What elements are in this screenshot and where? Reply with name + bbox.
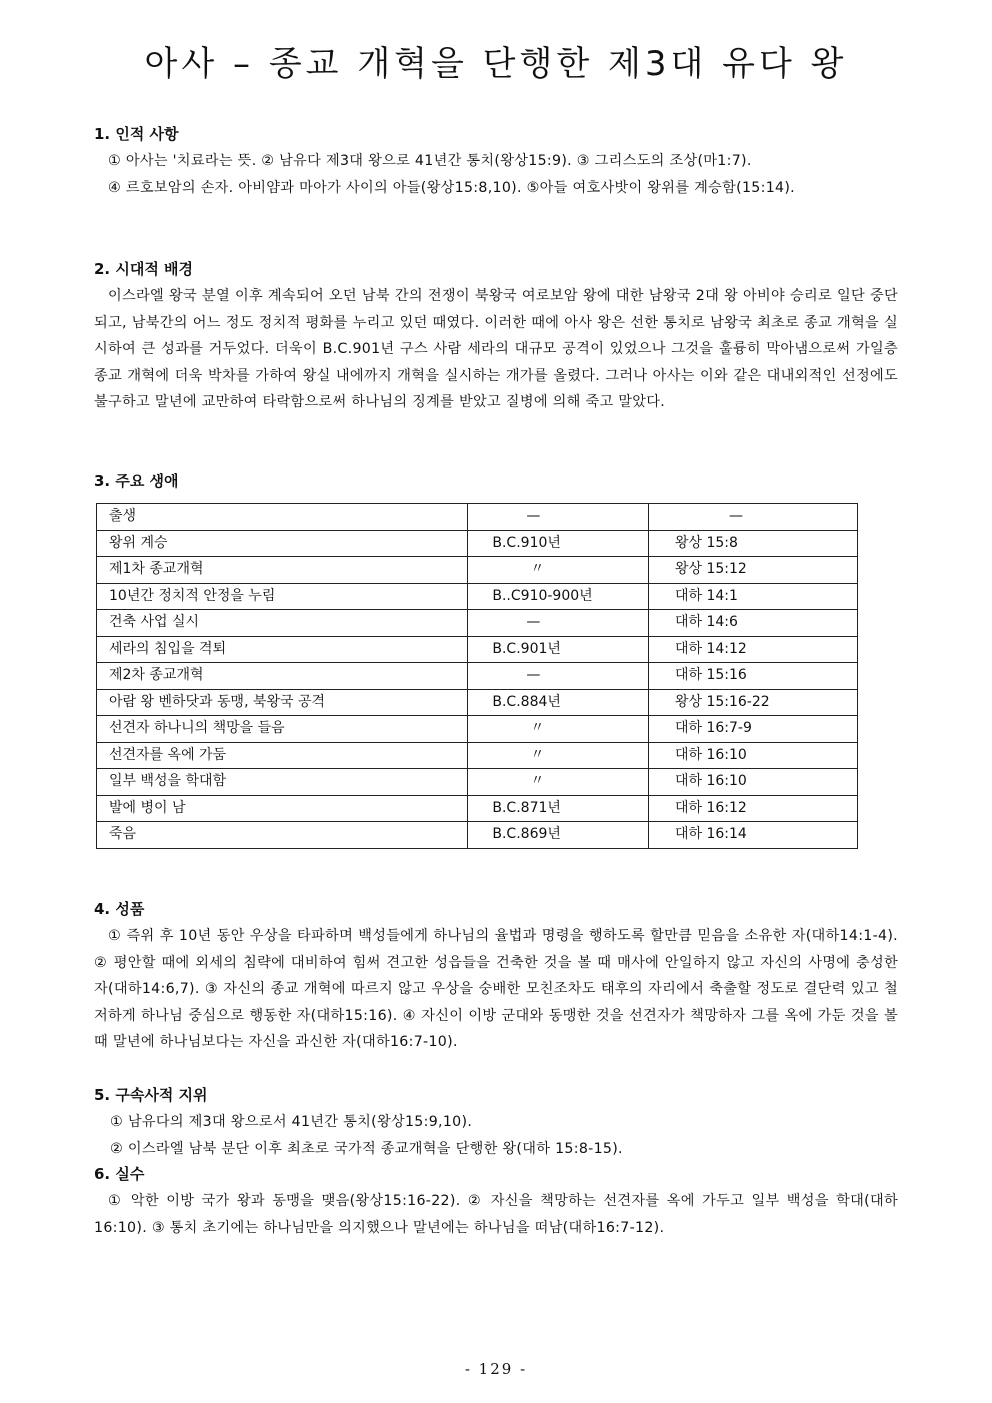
table-row: [97, 742, 858, 769]
date-cell: —: [468, 663, 649, 690]
date-cell: 〃: [468, 557, 649, 584]
reference-cell: 대하 14:1: [648, 583, 857, 610]
date-cell: —: [468, 504, 649, 531]
reference-cell: —: [648, 504, 857, 531]
date-cell: B.C.884년: [468, 689, 649, 716]
event-cell: 일부 백성을 학대함: [97, 769, 468, 796]
event-cell: 출생: [97, 504, 468, 531]
event-cell: 선견자를 옥에 가둠: [97, 742, 468, 769]
table-row: [97, 822, 858, 849]
table-row: [97, 663, 858, 690]
reference-cell: 대하 16:10: [648, 769, 857, 796]
event-cell: 세라의 침입을 격퇴: [97, 636, 468, 663]
date-cell: 〃: [468, 742, 649, 769]
table-row: [97, 504, 858, 531]
table-row: [97, 636, 858, 663]
section-historical-background: [94, 256, 898, 416]
reference-cell: 대하 15:16: [648, 663, 857, 690]
table-row: [97, 689, 858, 716]
date-cell: 〃: [468, 769, 649, 796]
section-redemptive-status: [94, 1082, 898, 1162]
event-cell: 아람 왕 벤하닷과 동맹, 북왕국 공격: [97, 689, 468, 716]
section-heading: 3. 주요 생애: [94, 472, 179, 490]
date-cell: 〃: [468, 716, 649, 743]
date-cell: B.C.901년: [468, 636, 649, 663]
paragraph: ④ 르호보암의 손자. 아비얌과 마아가 사이의 아들(왕상15:8,10). ⑤아들 여호사밧이 왕위를 계승함(15:14).: [108, 179, 795, 196]
section-heading: 1. 인적 사항: [94, 125, 179, 143]
date-cell: B.C.910년: [468, 530, 649, 557]
section-heading: 5. 구속사적 지위: [94, 1086, 208, 1104]
paragraph: ② 이스라엘 남북 분단 이후 최초로 국가적 종교개혁을 단행한 왕(대하 15:8-15).: [110, 1140, 623, 1157]
reference-cell: 대하 16:14: [648, 822, 857, 849]
paragraph: ① 악한 이방 국가 왕과 동맹을 맺음(왕상15:16-22). ② 자신을 책망하는 선견자를 옥에 가두고 일부 백성을 학대(대하16:10). ③ 통치 초기에는 하나님만을 의지했으나 말년에는 하나님을 떠남(대하16:7-12).: [94, 1193, 898, 1236]
page-number: - 129 -: [464, 1360, 528, 1378]
table-row: [97, 583, 858, 610]
date-cell: B.C.871년: [468, 795, 649, 822]
page-title: 아사 – 종교 개혁을 단행한 제3대 유다 왕: [144, 44, 848, 84]
event-cell: 발에 병이 남: [97, 795, 468, 822]
reference-cell: 대하 16:10: [648, 742, 857, 769]
date-cell: —: [468, 610, 649, 637]
reference-cell: 왕상 15:16-22: [648, 689, 857, 716]
reference-cell: 대하 14:6: [648, 610, 857, 637]
reference-cell: 대하 16:12: [648, 795, 857, 822]
date-cell: B.C.869년: [468, 822, 649, 849]
reference-cell: 대하 16:7-9: [648, 716, 857, 743]
section-mistakes: [94, 1161, 898, 1241]
section-personal-info: [94, 121, 898, 201]
section-heading: 2. 시대적 배경: [94, 260, 194, 278]
event-cell: 제2차 종교개혁: [97, 663, 468, 690]
table-row: [97, 716, 858, 743]
reference-cell: 왕상 15:8: [648, 530, 857, 557]
table-row: [97, 530, 858, 557]
paragraph: ① 즉위 후 10년 동안 우상을 타파하며 백성들에게 하나님의 율법과 명령을 행하도록 할만큼 믿음을 소유한 자(대하14:1-4). ② 평안할 때에 외세의 침략에 대비하여 힘써 견고한 성읍들을 건축한 것을 볼 때 매사에 안일하지 않고 자신의 사명에 충성한 자(대하14:6,7). ③ 자신의 종교 개혁에 따르지 않고 우상을 숭배한 모친조차도 태후의 자리에서 축출할 정도로 결단력 있고 철저하게 하나님 중심으로 행동한 자(대하15:16). ④ 자신이 이방 군대와 동맹한 것을 선견자가 책망하자 그를 옥에 가둔 것을 볼 때 말년에 하나님보다는 자신을 과신한 자(대하16:7-10).: [94, 928, 898, 1050]
paragraph: 이스라엘 왕국 분열 이후 계속되어 오던 남북 간의 전쟁이 북왕국 여로보암 왕에 대한 남왕국 2대 왕 아비야 승리로 일단 중단되고, 남북간의 어느 정도 정치적 평화를 누리고 있던 때였다. 이러한 때에 아사 왕은 선한 통치로 남왕국 최초로 종교 개혁을 실시하여 큰 성과를 거두었다. 더욱이 B.C.901년 구스 사람 세라의 대규모 공격이 있었으나 그것을 훌륭히 막아냄으로써 가일층 종교 개혁에 더욱 박차를 가하여 왕실 내에까지 개혁을 실시하는 개가를 올렸다. 그러나 아사는 이와 같은 대내외적인 선정에도 불구하고 말년에 교만하여 타락함으로써 하나님의 징계를 받았고 질병에 의해 죽고 말았다.: [94, 288, 898, 410]
event-cell: 건축 사업 실시: [97, 610, 468, 637]
event-cell: 10년간 정치적 안정을 누림: [97, 583, 468, 610]
event-cell: 죽음: [97, 822, 468, 849]
date-cell: B..C910-900년: [468, 583, 649, 610]
table-row: [97, 795, 858, 822]
section-character: [94, 896, 898, 1056]
section-heading: 6. 실수: [94, 1165, 145, 1183]
event-cell: 선견자 하나니의 책망을 들음: [97, 716, 468, 743]
paragraph: ① 아사는 '치료라는 뜻. ② 남유다 제3대 왕으로 41년간 통치(왕상15:9). ③ 그리스도의 조상(마1:7).: [108, 153, 752, 169]
table-row: [97, 610, 858, 637]
paragraph: ① 남유다의 제3대 왕으로서 41년간 통치(왕상15:9,10).: [110, 1114, 473, 1130]
table-row: [97, 557, 858, 584]
event-cell: 제1차 종교개혁: [97, 557, 468, 584]
table-row: [97, 769, 858, 796]
reference-cell: 대하 14:12: [648, 636, 857, 663]
section-main-life: [94, 468, 898, 495]
life-events-table: [96, 503, 858, 849]
event-cell: 왕위 계승: [97, 530, 468, 557]
section-heading: 4. 성품: [94, 900, 145, 918]
reference-cell: 왕상 15:12: [648, 557, 857, 584]
